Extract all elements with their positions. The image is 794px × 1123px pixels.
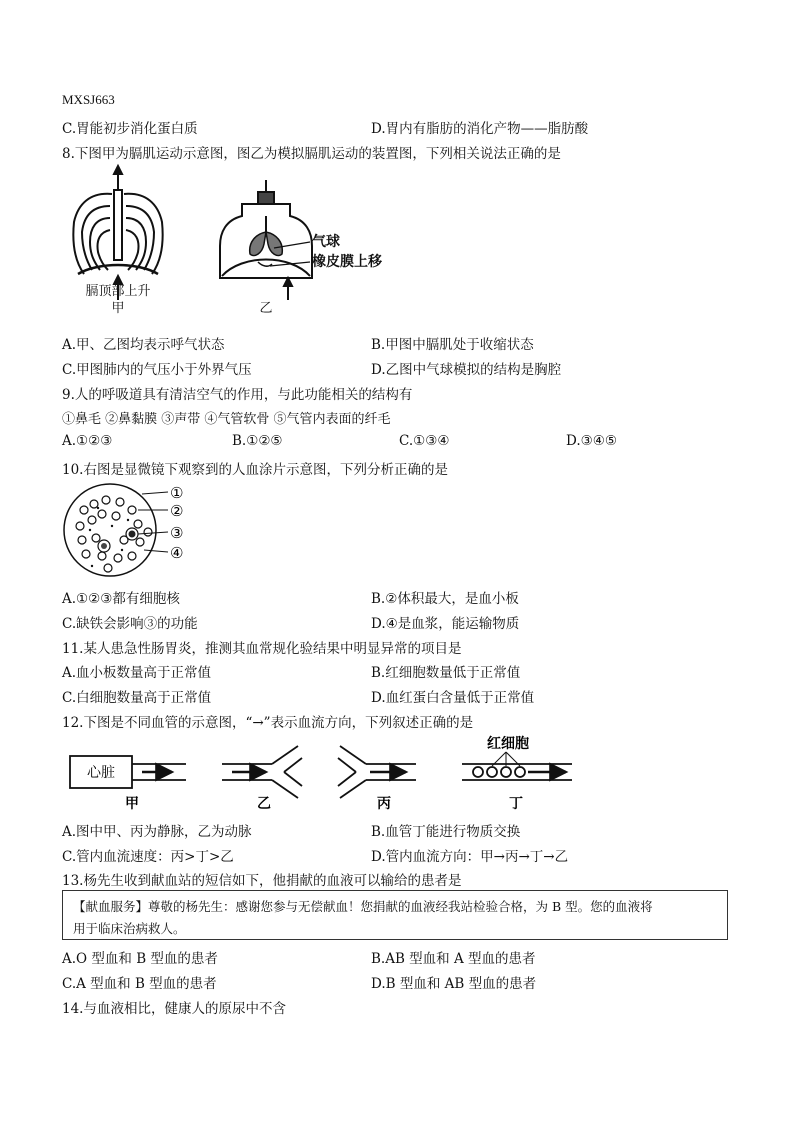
vessel-bing [338, 746, 416, 798]
smear-label-2: ② [170, 502, 184, 520]
q10-option-d: D.④是血浆，能运输物质 [371, 616, 520, 632]
q9-items: ①鼻毛 ②鼻黏膜 ③声带 ④气管软骨 ⑤气管内表面的纤毛 [62, 412, 391, 427]
q12-option-b: B.血管丁能进行物质交换 [371, 824, 521, 840]
q12-option-c: C.管内血流速度：丙>丁>乙 [62, 849, 234, 865]
q11-option-d: D.血红蛋白含量低于正常值 [371, 690, 535, 706]
vessel-yi [222, 746, 302, 798]
q7-option-c: C.胃能初步消化蛋白质 [62, 121, 198, 137]
page-code: MXSJ663 [62, 92, 115, 107]
q11-stem: 11.某人患急性肠胃炎，推测其血常规化验结果中明显异常的项目是 [62, 641, 462, 657]
fig-yi-balloon: 气球 [312, 234, 340, 250]
q12-option-d: D.管内血流方向：甲→丙→丁→乙 [371, 849, 569, 865]
q10-option-b: B.②体积最大，是血小板 [371, 591, 519, 607]
fig-jia-label: 膈顶部上升 [85, 284, 151, 299]
q13-option-c: C.A 型血和 B 型血的患者 [62, 976, 217, 992]
fig-yi-name: 乙 [259, 301, 273, 316]
rbc-label: 红细胞 [487, 736, 529, 752]
q9-option-a: A.①②③ [62, 433, 113, 449]
q13-stem: 13.杨先生收到献血站的短信如下，他捐献的血液可以输给的患者是 [62, 873, 462, 889]
q13-option-b: B.AB 型血和 A 型血的患者 [371, 951, 536, 967]
q12-vessels-figure [62, 732, 582, 816]
q8-figure [62, 162, 407, 320]
q9-option-c: C.①③④ [399, 433, 450, 449]
smear-label-1: ① [170, 484, 184, 502]
sms-notice-line-2: 用于临床治病救人。 [73, 921, 186, 936]
q13-option-d: D.B 型血和 AB 型血的患者 [371, 976, 537, 992]
sms-notice-box [62, 890, 728, 940]
q10-option-c: C.缺铁会影响③的功能 [62, 616, 198, 632]
smear-label-4: ④ [170, 544, 184, 562]
q12-option-a: A.图中甲、丙为静脉，乙为动脉 [62, 824, 252, 840]
q8-option-c: C.甲图肺内的气压小于外界气压 [62, 362, 252, 378]
q11-option-c: C.白细胞数量高于正常值 [62, 690, 212, 706]
q9-option-b: B.①②⑤ [232, 433, 283, 449]
q8-option-a: A.甲、乙图均表示呼气状态 [62, 337, 225, 353]
bell-jar-figure [220, 180, 312, 300]
vessel-ding [462, 752, 572, 780]
q12-stem: 12.下图是不同血管的示意图，“→”表示血流方向，下列叙述正确的是 [62, 715, 474, 731]
vessel-bing-name: 丙 [377, 796, 391, 812]
sms-notice-line-1: 【献血服务】尊敬的杨先生：感谢您参与无偿献血！您捐献的血液经我站检验合格，为 B 型。您的血液将 [73, 899, 653, 914]
ribcage-figure [73, 166, 162, 300]
vessel-yi-name: 乙 [257, 796, 271, 812]
vessel-ding-name: 丁 [509, 796, 523, 812]
smear-label-3: ③ [170, 524, 184, 542]
fig-yi-membrane: 橡皮膜上移 [312, 254, 382, 270]
vessel-jia-name: 甲 [125, 796, 139, 812]
q8-option-d: D.乙图中气球模拟的结构是胸腔 [371, 362, 562, 378]
fig-jia-name: 甲 [111, 301, 125, 316]
q14-stem: 14.与血液相比，健康人的原尿中不含 [62, 1001, 286, 1017]
q7-option-d: D.胃内有脂肪的消化产物——脂肪酸 [371, 121, 589, 137]
q10-option-a: A.①②③都有细胞核 [62, 591, 180, 607]
heart-label: 心脏 [87, 765, 115, 781]
q11-option-b: B.红细胞数量低于正常值 [371, 665, 521, 681]
q8-option-b: B.甲图中膈肌处于收缩状态 [371, 337, 534, 353]
q13-option-a: A.O 型血和 B 型血的患者 [62, 951, 218, 967]
q10-stem: 10.右图是显微镜下观察到的人血涂片示意图，下列分析正确的是 [62, 462, 448, 478]
q10-blood-smear-figure [62, 480, 202, 580]
q9-option-d: D.③④⑤ [566, 433, 617, 449]
q11-option-a: A.血小板数量高于正常值 [62, 665, 212, 681]
q8-stem: 8.下图甲为膈肌运动示意图，图乙为模拟膈肌运动的装置图，下列相关说法正确的是 [62, 146, 561, 162]
q9-stem: 9.人的呼吸道具有清洁空气的作用，与此功能相关的结构有 [62, 387, 413, 403]
